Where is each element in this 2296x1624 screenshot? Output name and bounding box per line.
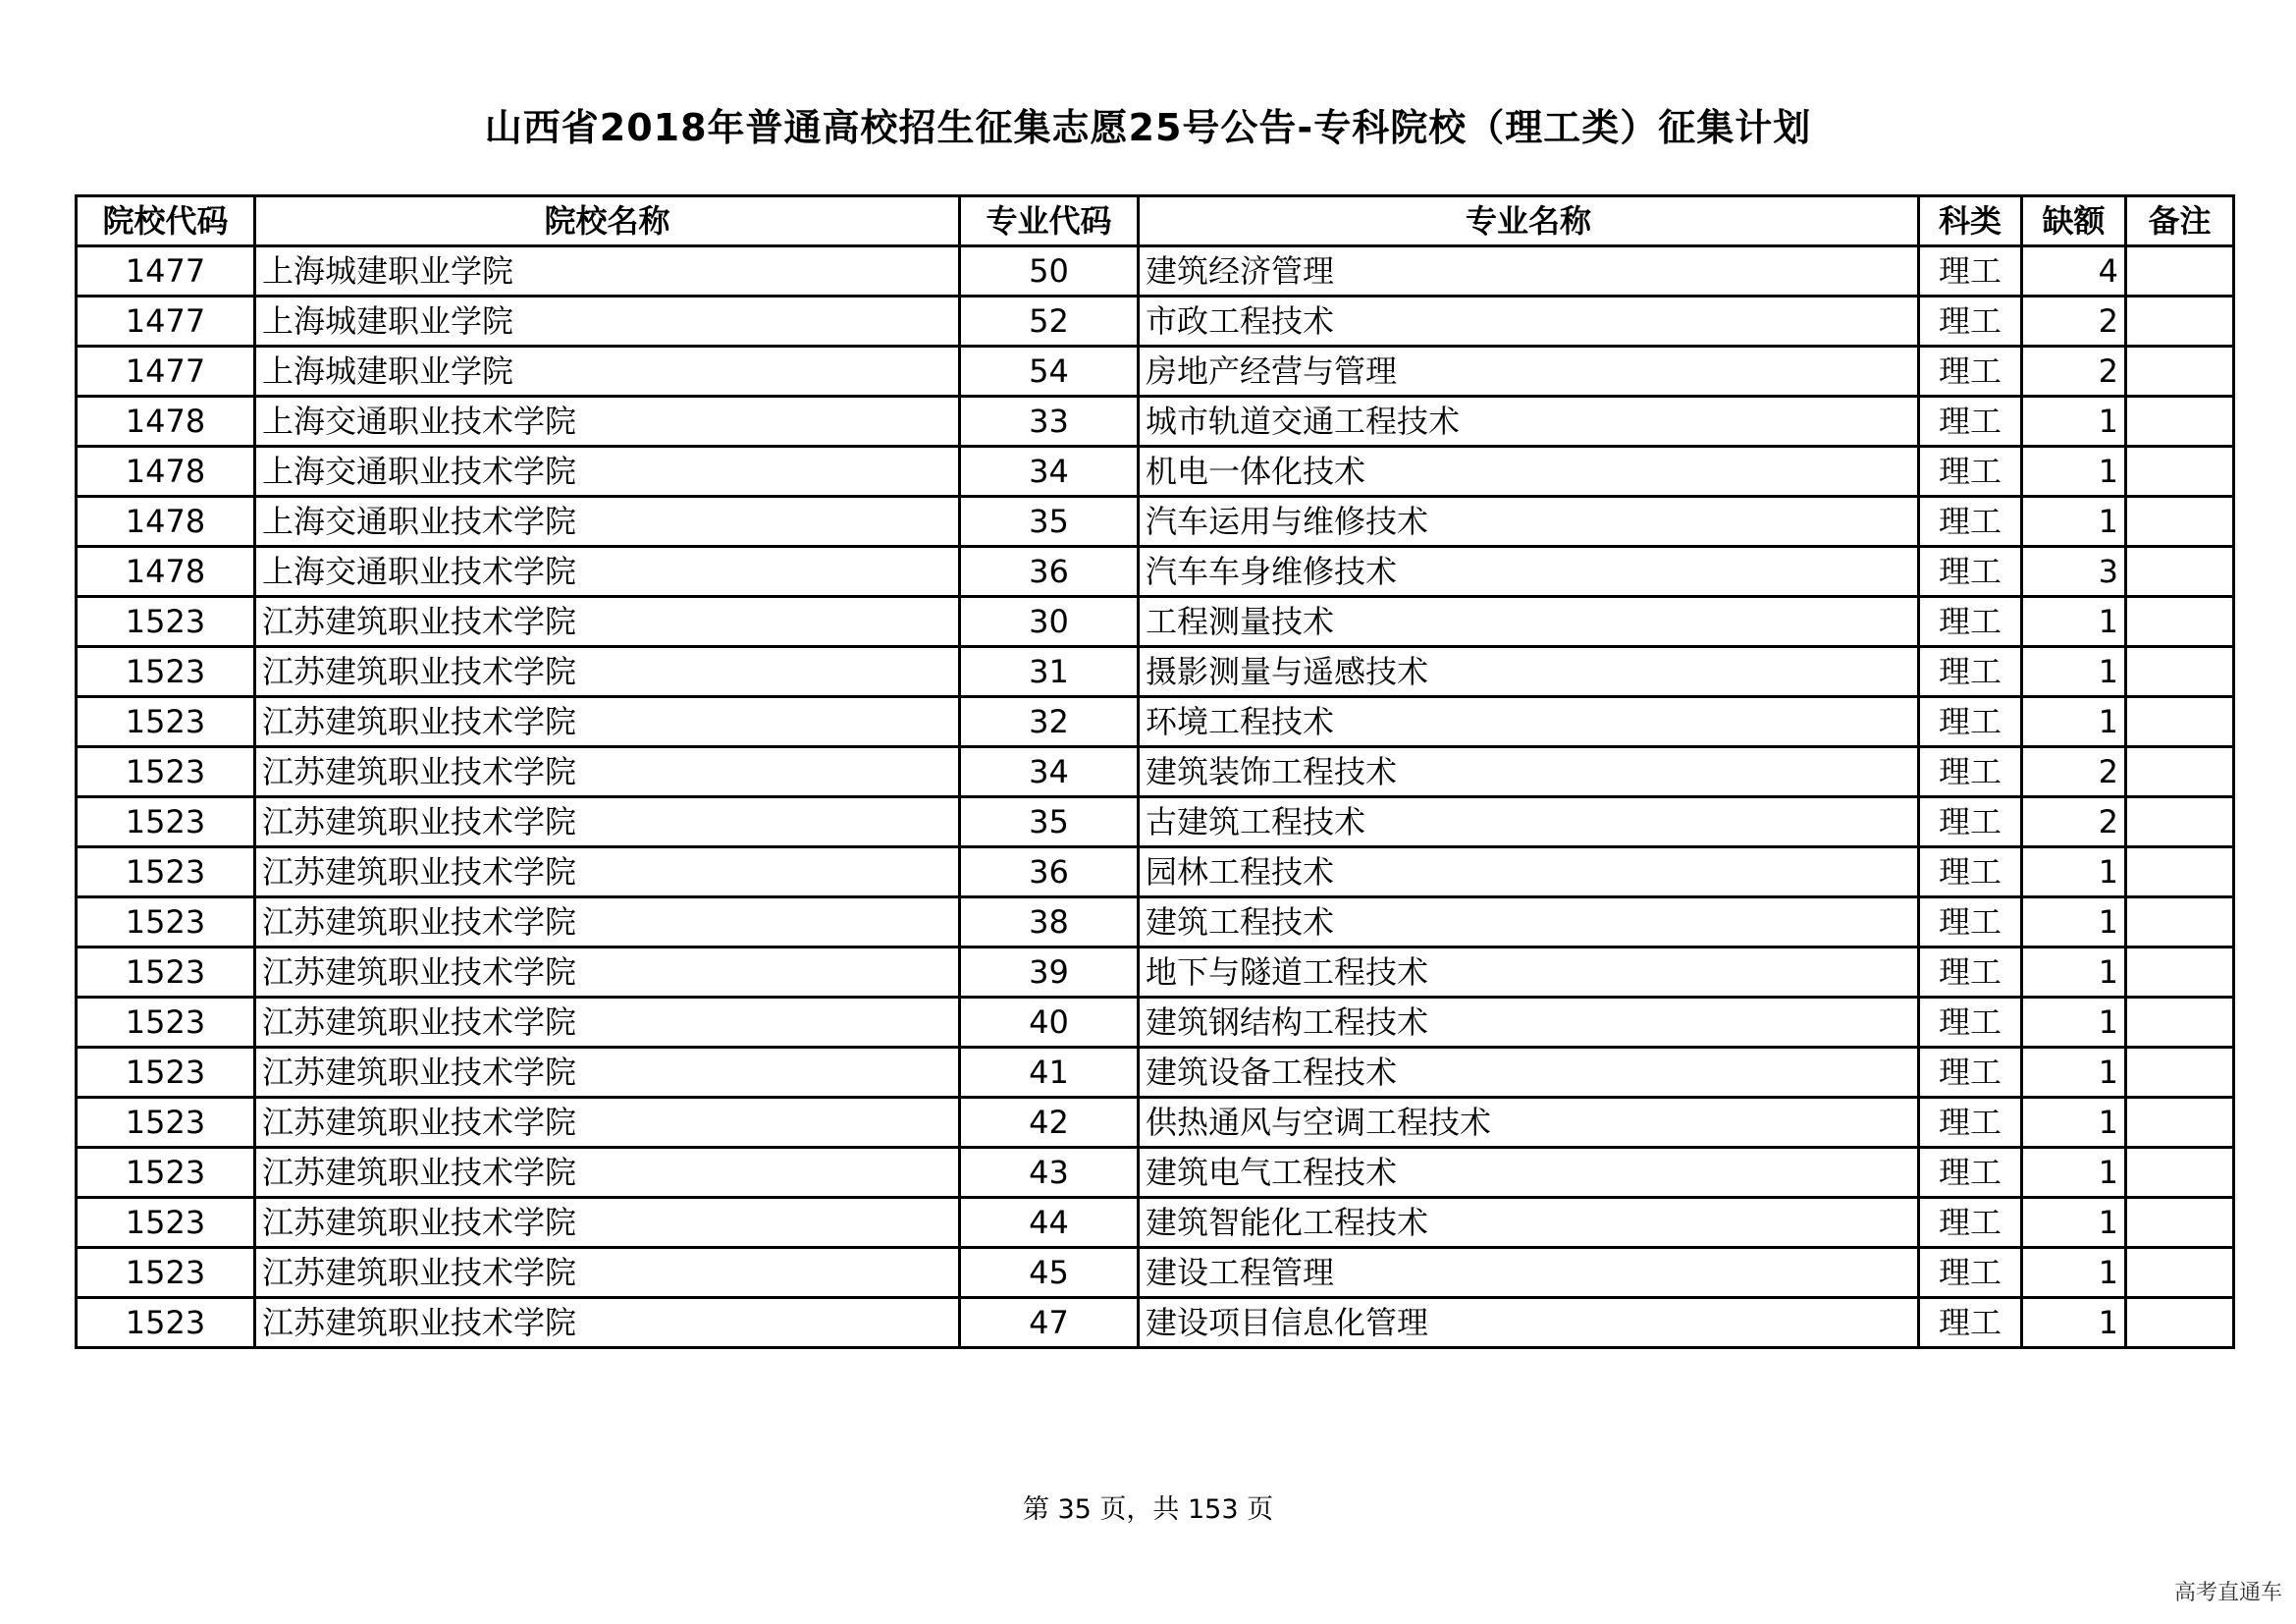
major-code-cell: 33 xyxy=(960,397,1139,447)
school-name-cell: 江苏建筑职业技术学院 xyxy=(255,1098,960,1148)
school-code-cell: 1523 xyxy=(77,947,255,998)
table-row xyxy=(77,547,2234,597)
school-name-cell: 江苏建筑职业技术学院 xyxy=(255,847,960,897)
major-name-cell: 建筑工程技术 xyxy=(1139,897,1919,947)
major-code-cell: 52 xyxy=(960,297,1139,347)
school-name-cell: 江苏建筑职业技术学院 xyxy=(255,1198,960,1248)
major-name-cell: 工程测量技术 xyxy=(1139,597,1919,647)
major-name-cell: 摄影测量与遥感技术 xyxy=(1139,647,1919,697)
category-cell: 理工 xyxy=(1919,447,2022,497)
table-row xyxy=(77,447,2234,497)
major-name-cell: 环境工程技术 xyxy=(1139,697,1919,747)
note-cell xyxy=(2126,797,2234,847)
category-cell: 理工 xyxy=(1919,897,2022,947)
school-code-cell: 1477 xyxy=(77,246,255,297)
header-category: 科类 xyxy=(1919,196,2022,246)
school-code-cell: 1523 xyxy=(77,747,255,797)
table-row xyxy=(77,1198,2234,1248)
category-cell: 理工 xyxy=(1919,246,2022,297)
school-code-cell: 1523 xyxy=(77,1248,255,1298)
page-number: 第 35 页，共 153 页 xyxy=(1022,1494,1274,1525)
school-name-cell: 上海交通职业技术学院 xyxy=(255,447,960,497)
major-name-cell: 建筑设备工程技术 xyxy=(1139,1048,1919,1098)
quota-cell: 1 xyxy=(2022,1198,2126,1248)
school-code-cell: 1523 xyxy=(77,897,255,947)
quota-cell: 1 xyxy=(2022,397,2126,447)
table-row xyxy=(77,1098,2234,1148)
major-name-cell: 建筑装饰工程技术 xyxy=(1139,747,1919,797)
note-cell xyxy=(2126,1298,2234,1348)
table-header-row xyxy=(77,196,2234,246)
school-name-cell: 江苏建筑职业技术学院 xyxy=(255,597,960,647)
quota-cell: 1 xyxy=(2022,998,2126,1048)
school-name-cell: 上海交通职业技术学院 xyxy=(255,497,960,547)
school-code-cell: 1523 xyxy=(77,647,255,697)
category-cell: 理工 xyxy=(1919,1148,2022,1198)
major-name-cell: 建筑钢结构工程技术 xyxy=(1139,998,1919,1048)
major-name-cell: 建设项目信息化管理 xyxy=(1139,1298,1919,1348)
major-code-cell: 34 xyxy=(960,747,1139,797)
table-row xyxy=(77,297,2234,347)
table-row xyxy=(77,897,2234,947)
quota-cell: 1 xyxy=(2022,1148,2126,1198)
table-row xyxy=(77,246,2234,297)
watermark-text: 高考直通车 xyxy=(2173,1581,2282,1605)
school-name-cell: 上海城建职业学院 xyxy=(255,347,960,397)
category-cell: 理工 xyxy=(1919,297,2022,347)
table-row xyxy=(77,1148,2234,1198)
major-name-cell: 地下与隧道工程技术 xyxy=(1139,947,1919,998)
major-code-cell: 32 xyxy=(960,697,1139,747)
school-name-cell: 江苏建筑职业技术学院 xyxy=(255,1298,960,1348)
quota-cell: 1 xyxy=(2022,447,2126,497)
school-code-cell: 1523 xyxy=(77,847,255,897)
header-major-code: 专业代码 xyxy=(960,196,1139,246)
category-cell: 理工 xyxy=(1919,397,2022,447)
note-cell xyxy=(2126,697,2234,747)
quota-cell: 2 xyxy=(2022,297,2126,347)
table-row xyxy=(77,947,2234,998)
note-cell xyxy=(2126,747,2234,797)
quota-cell: 3 xyxy=(2022,547,2126,597)
note-cell xyxy=(2126,547,2234,597)
category-cell: 理工 xyxy=(1919,347,2022,397)
header-school-name: 院校名称 xyxy=(255,196,960,246)
major-code-cell: 31 xyxy=(960,647,1139,697)
school-code-cell: 1523 xyxy=(77,1148,255,1198)
header-note: 备注 xyxy=(2126,196,2234,246)
school-code-cell: 1477 xyxy=(77,297,255,347)
note-cell xyxy=(2126,1048,2234,1098)
major-code-cell: 35 xyxy=(960,497,1139,547)
major-code-cell: 30 xyxy=(960,597,1139,647)
quota-cell: 1 xyxy=(2022,647,2126,697)
note-cell xyxy=(2126,998,2234,1048)
major-code-cell: 36 xyxy=(960,847,1139,897)
quota-cell: 1 xyxy=(2022,597,2126,647)
category-cell: 理工 xyxy=(1919,747,2022,797)
school-name-cell: 江苏建筑职业技术学院 xyxy=(255,697,960,747)
school-name-cell: 江苏建筑职业技术学院 xyxy=(255,1248,960,1298)
page-title: 山西省2018年普通高校招生征集志愿25号公告-专科院校（理工类）征集计划 xyxy=(484,106,1812,149)
major-code-cell: 44 xyxy=(960,1198,1139,1248)
category-cell: 理工 xyxy=(1919,847,2022,897)
note-cell xyxy=(2126,1148,2234,1198)
quota-cell: 1 xyxy=(2022,497,2126,547)
school-name-cell: 江苏建筑职业技术学院 xyxy=(255,897,960,947)
school-code-cell: 1523 xyxy=(77,1298,255,1348)
major-name-cell: 供热通风与空调工程技术 xyxy=(1139,1098,1919,1148)
category-cell: 理工 xyxy=(1919,547,2022,597)
major-code-cell: 45 xyxy=(960,1248,1139,1298)
school-name-cell: 上海交通职业技术学院 xyxy=(255,547,960,597)
major-name-cell: 建筑经济管理 xyxy=(1139,246,1919,297)
table-row xyxy=(77,347,2234,397)
major-code-cell: 50 xyxy=(960,246,1139,297)
school-name-cell: 江苏建筑职业技术学院 xyxy=(255,998,960,1048)
school-code-cell: 1523 xyxy=(77,1098,255,1148)
quota-cell: 1 xyxy=(2022,847,2126,897)
major-name-cell: 机电一体化技术 xyxy=(1139,447,1919,497)
major-code-cell: 41 xyxy=(960,1048,1139,1098)
school-name-cell: 江苏建筑职业技术学院 xyxy=(255,1048,960,1098)
quota-cell: 1 xyxy=(2022,1298,2126,1348)
note-cell xyxy=(2126,647,2234,697)
category-cell: 理工 xyxy=(1919,797,2022,847)
major-name-cell: 市政工程技术 xyxy=(1139,297,1919,347)
note-cell xyxy=(2126,1198,2234,1248)
major-code-cell: 36 xyxy=(960,547,1139,597)
category-cell: 理工 xyxy=(1919,497,2022,547)
table-row xyxy=(77,597,2234,647)
category-cell: 理工 xyxy=(1919,1198,2022,1248)
note-cell xyxy=(2126,897,2234,947)
quota-cell: 1 xyxy=(2022,897,2126,947)
school-name-cell: 上海城建职业学院 xyxy=(255,246,960,297)
school-name-cell: 江苏建筑职业技术学院 xyxy=(255,947,960,998)
major-name-cell: 园林工程技术 xyxy=(1139,847,1919,897)
major-code-cell: 54 xyxy=(960,347,1139,397)
category-cell: 理工 xyxy=(1919,1048,2022,1098)
table-row xyxy=(77,497,2234,547)
major-code-cell: 39 xyxy=(960,947,1139,998)
header-school-code: 院校代码 xyxy=(77,196,255,246)
note-cell xyxy=(2126,1248,2234,1298)
quota-cell: 4 xyxy=(2022,246,2126,297)
quota-cell: 2 xyxy=(2022,797,2126,847)
school-name-cell: 江苏建筑职业技术学院 xyxy=(255,747,960,797)
category-cell: 理工 xyxy=(1919,647,2022,697)
note-cell xyxy=(2126,297,2234,347)
major-name-cell: 汽车车身维修技术 xyxy=(1139,547,1919,597)
quota-cell: 1 xyxy=(2022,1248,2126,1298)
note-cell xyxy=(2126,347,2234,397)
category-cell: 理工 xyxy=(1919,1248,2022,1298)
quota-cell: 2 xyxy=(2022,347,2126,397)
note-cell xyxy=(2126,947,2234,998)
quota-cell: 2 xyxy=(2022,747,2126,797)
quota-cell: 1 xyxy=(2022,947,2126,998)
category-cell: 理工 xyxy=(1919,697,2022,747)
major-name-cell: 建筑电气工程技术 xyxy=(1139,1148,1919,1198)
school-name-cell: 上海交通职业技术学院 xyxy=(255,397,960,447)
header-major-name: 专业名称 xyxy=(1139,196,1919,246)
quota-cell: 1 xyxy=(2022,1048,2126,1098)
header-quota: 缺额 xyxy=(2022,196,2126,246)
major-code-cell: 34 xyxy=(960,447,1139,497)
note-cell xyxy=(2126,246,2234,297)
major-name-cell: 汽车运用与维修技术 xyxy=(1139,497,1919,547)
major-code-cell: 43 xyxy=(960,1148,1139,1198)
enrollment-plan-table xyxy=(75,194,2235,1349)
table-row xyxy=(77,397,2234,447)
school-name-cell: 江苏建筑职业技术学院 xyxy=(255,797,960,847)
table-row xyxy=(77,1048,2234,1098)
school-code-cell: 1523 xyxy=(77,597,255,647)
table-row xyxy=(77,998,2234,1048)
category-cell: 理工 xyxy=(1919,1098,2022,1148)
note-cell xyxy=(2126,847,2234,897)
major-name-cell: 城市轨道交通工程技术 xyxy=(1139,397,1919,447)
major-code-cell: 35 xyxy=(960,797,1139,847)
category-cell: 理工 xyxy=(1919,597,2022,647)
major-name-cell: 建设工程管理 xyxy=(1139,1248,1919,1298)
school-code-cell: 1478 xyxy=(77,447,255,497)
note-cell xyxy=(2126,497,2234,547)
school-code-cell: 1523 xyxy=(77,697,255,747)
note-cell xyxy=(2126,397,2234,447)
table-row xyxy=(77,1298,2234,1348)
table-row xyxy=(77,697,2234,747)
major-name-cell: 建筑智能化工程技术 xyxy=(1139,1198,1919,1248)
school-code-cell: 1478 xyxy=(77,547,255,597)
school-code-cell: 1523 xyxy=(77,797,255,847)
quota-cell: 1 xyxy=(2022,1098,2126,1148)
school-code-cell: 1478 xyxy=(77,397,255,447)
school-name-cell: 上海城建职业学院 xyxy=(255,297,960,347)
school-code-cell: 1478 xyxy=(77,497,255,547)
note-cell xyxy=(2126,597,2234,647)
note-cell xyxy=(2126,447,2234,497)
table-row xyxy=(77,1248,2234,1298)
major-code-cell: 38 xyxy=(960,897,1139,947)
major-code-cell: 42 xyxy=(960,1098,1139,1148)
category-cell: 理工 xyxy=(1919,998,2022,1048)
table-row xyxy=(77,747,2234,797)
table-row xyxy=(77,797,2234,847)
school-code-cell: 1477 xyxy=(77,347,255,397)
quota-cell: 1 xyxy=(2022,697,2126,747)
school-name-cell: 江苏建筑职业技术学院 xyxy=(255,647,960,697)
table-row xyxy=(77,847,2234,897)
table-row xyxy=(77,647,2234,697)
major-code-cell: 47 xyxy=(960,1298,1139,1348)
school-code-cell: 1523 xyxy=(77,1048,255,1098)
category-cell: 理工 xyxy=(1919,947,2022,998)
note-cell xyxy=(2126,1098,2234,1148)
major-name-cell: 古建筑工程技术 xyxy=(1139,797,1919,847)
school-code-cell: 1523 xyxy=(77,998,255,1048)
school-code-cell: 1523 xyxy=(77,1198,255,1248)
major-name-cell: 房地产经营与管理 xyxy=(1139,347,1919,397)
major-code-cell: 40 xyxy=(960,998,1139,1048)
school-name-cell: 江苏建筑职业技术学院 xyxy=(255,1148,960,1198)
category-cell: 理工 xyxy=(1919,1298,2022,1348)
